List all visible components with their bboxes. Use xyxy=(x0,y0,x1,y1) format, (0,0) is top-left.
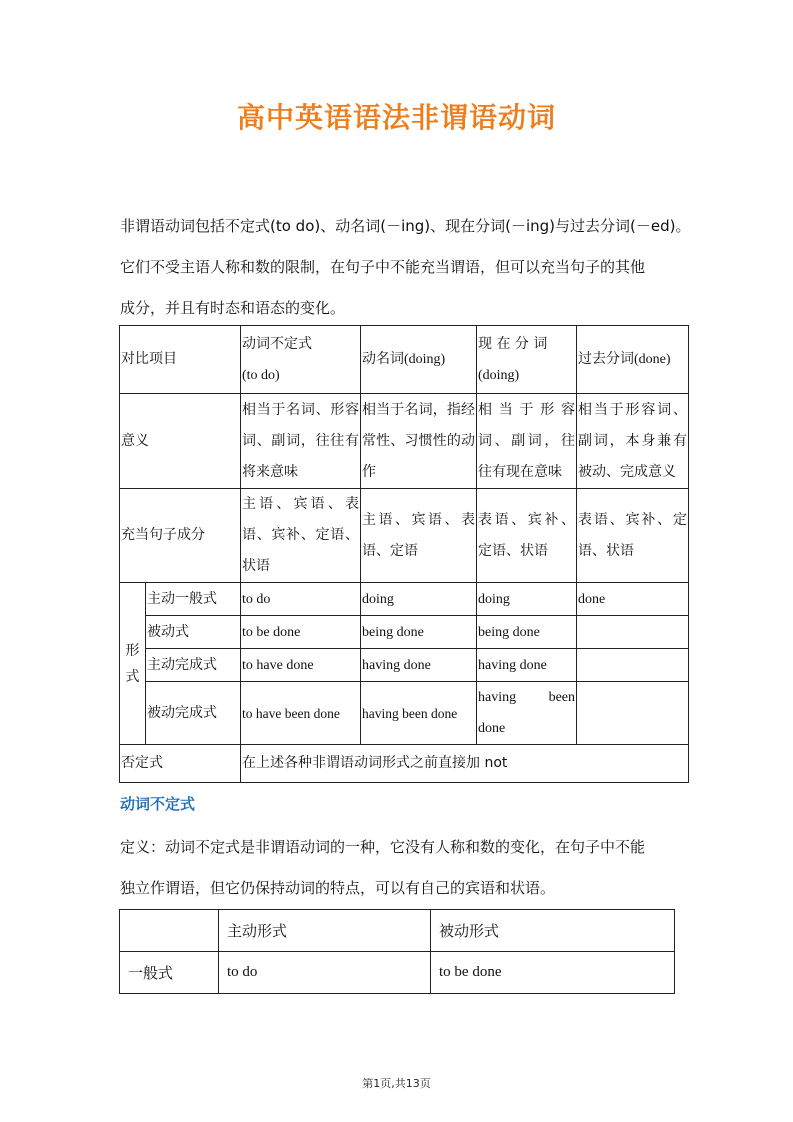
table-row xyxy=(120,489,689,583)
cell xyxy=(577,616,689,649)
definition-line: 独立作谓语，但它仍保持动词的特点，可以有自己的宾语和状语。 xyxy=(120,879,556,897)
cell: to have been done xyxy=(241,682,361,745)
header-cell-active: 主动形式 xyxy=(219,910,431,952)
cell: 主语、宾语、表语、定语 xyxy=(361,489,477,583)
infinitive-form-table xyxy=(119,909,675,994)
cell: 相当于名词，指经常性、习惯性的动作 xyxy=(361,394,477,489)
cell: to be done xyxy=(431,952,675,994)
cell-negative: 在上述各种非谓语动词形式之前直接加 not xyxy=(241,745,689,783)
table-row xyxy=(120,745,689,783)
table-row xyxy=(120,952,675,994)
header-cell-passive: 被动形式 xyxy=(431,910,675,952)
definition-paragraph xyxy=(120,827,680,909)
cell: 相当于名词、形容词、副词，往往有将来意味 xyxy=(241,394,361,489)
row-label: 一般式 xyxy=(120,952,219,994)
cell: having done xyxy=(477,649,577,682)
page-title: 高中英语语法非谓语动词 xyxy=(236,101,556,134)
cell: 表语、宾补、定语、状语 xyxy=(477,489,577,583)
header-infinitive-line: 动词不定式 xyxy=(242,335,312,352)
cell: being done xyxy=(361,616,477,649)
form-name: 主动一般式 xyxy=(146,583,241,616)
table-row xyxy=(120,910,675,952)
table-row xyxy=(120,649,689,682)
cell: to do xyxy=(241,583,361,616)
cell xyxy=(577,682,689,745)
form-name: 被动完成式 xyxy=(146,682,241,745)
intro-paragraph xyxy=(120,206,691,329)
cell: to have done xyxy=(241,649,361,682)
table-row xyxy=(120,682,689,745)
cell: having been done xyxy=(477,682,577,745)
intro-line: 成分，并且有时态和语态的变化。 xyxy=(120,299,346,317)
header-cell-item: 对比项目 xyxy=(120,326,241,394)
header-cell-infinitive xyxy=(241,326,361,394)
header-infinitive-line: (to do) xyxy=(242,367,280,383)
cell: to do xyxy=(219,952,431,994)
form-label-text: 形式 xyxy=(125,642,140,685)
intro-line: 非谓语动词包括不定式(to do)、动名词(－ing)、现在分词(－ing)与过去分词(－ed)。 xyxy=(120,217,691,235)
page-number: 第1页,共13页 xyxy=(362,1077,431,1090)
cell: having done xyxy=(361,649,477,682)
cell: being done xyxy=(477,616,577,649)
form-name: 主动完成式 xyxy=(146,649,241,682)
cell: 表语、宾补、定语、状语 xyxy=(577,489,689,583)
section-heading: 动词不定式 xyxy=(120,795,196,813)
table-row xyxy=(120,583,689,616)
row-label-role: 充当句子成分 xyxy=(120,489,241,583)
cell: doing xyxy=(477,583,577,616)
header-cell-present-participle xyxy=(477,326,577,394)
cell: 主语、宾语、表语、宾补、定语、状语 xyxy=(241,489,361,583)
header-cell-gerund: 动名词(doing) xyxy=(361,326,477,394)
form-name: 被动式 xyxy=(146,616,241,649)
cell: to be done xyxy=(241,616,361,649)
cell xyxy=(577,649,689,682)
row-label-negative: 否定式 xyxy=(120,745,241,783)
header-cell-past-participle: 过去分词(done) xyxy=(577,326,689,394)
cell: 相当于形容词、副词，本身兼有被动、完成意义 xyxy=(577,394,689,489)
header-present-line: 现 在 分 词 xyxy=(478,335,548,352)
cell: 相 当 于 形 容词、副词，往往有现在意味 xyxy=(477,394,577,489)
definition-line: 定义：动词不定式是非谓语动词的一种，它没有人称和数的变化，在句子中不能 xyxy=(120,838,646,856)
table-row xyxy=(120,616,689,649)
table-row xyxy=(120,326,689,394)
cell: having been done xyxy=(361,682,477,745)
comparison-table xyxy=(119,325,689,783)
header-cell-blank xyxy=(120,910,219,952)
cell: done xyxy=(577,583,689,616)
header-present-line: (doing) xyxy=(478,367,520,383)
intro-line: 它们不受主语人称和数的限制，在句子中不能充当谓语，但可以充当句子的其他 xyxy=(120,258,646,276)
cell: doing xyxy=(361,583,477,616)
row-label-meaning: 意义 xyxy=(120,394,241,489)
row-label-form xyxy=(120,583,146,745)
table-row xyxy=(120,394,689,489)
